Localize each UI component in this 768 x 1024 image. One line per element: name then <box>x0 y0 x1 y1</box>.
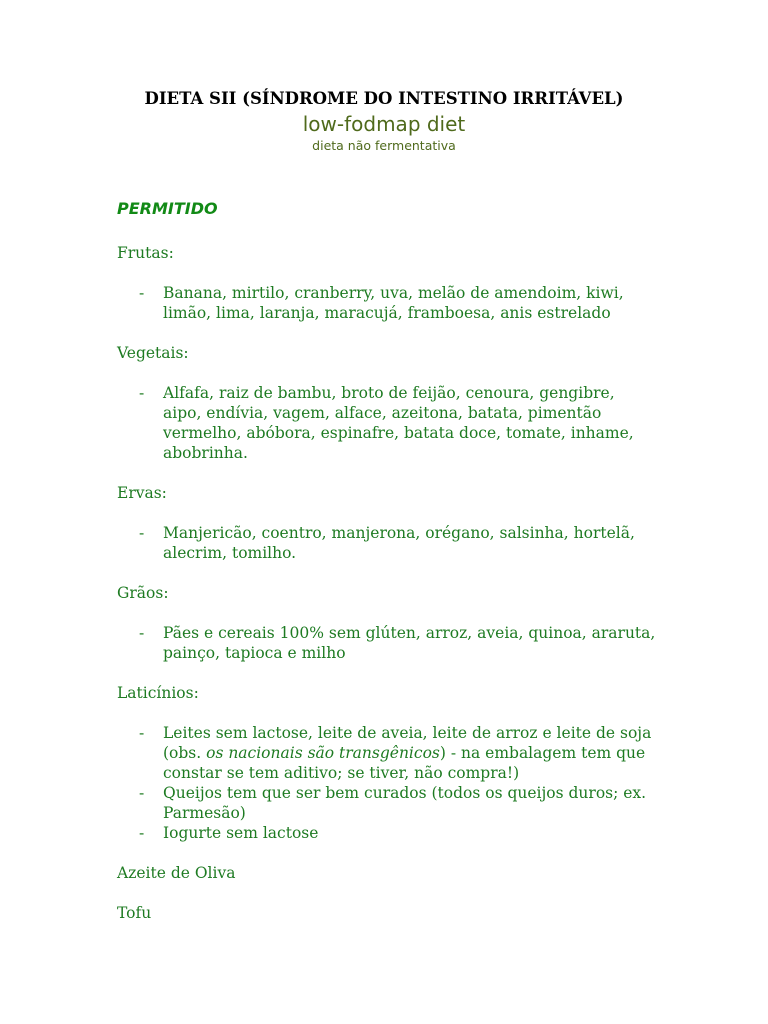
list-item-note-italic: os nacionais são transgênicos <box>206 744 440 762</box>
document-header <box>0 88 768 154</box>
list-item-text: Pães e cereais 100% sem glúten, arroz, aveia, quinoa, araruta, painço, tapioca e milho <box>163 624 656 662</box>
item-list <box>117 723 657 843</box>
item-azeite: Azeite de Oliva <box>117 864 236 882</box>
item-list <box>117 383 657 463</box>
section-frutas <box>117 243 657 323</box>
list-item <box>117 623 657 663</box>
list-item <box>117 823 657 843</box>
list-item-text: Banana, mirtilo, cranberry, uva, melão de amendoim, kiwi, limão, lima, laranja, maracujá, framboesa, anis estrelado <box>163 284 624 322</box>
list-item <box>117 523 657 563</box>
list-dash: - <box>139 524 145 542</box>
section-title: Vegetais: <box>117 344 189 362</box>
permitted-heading: PERMITIDO <box>117 199 218 218</box>
list-item <box>117 383 657 463</box>
list-item-text <box>163 724 651 782</box>
list-item <box>117 283 657 323</box>
list-dash: - <box>139 384 145 402</box>
list-item <box>117 783 657 823</box>
document-caption: dieta não fermentativa <box>312 138 456 153</box>
list-item-text-before: Leites sem lactose, leite de aveia, leite de arroz e leite de soja (obs. <box>163 724 652 762</box>
list-item <box>117 723 657 783</box>
section-graos <box>117 583 657 663</box>
item-list <box>117 523 657 563</box>
item-tofu: Tofu <box>117 904 152 922</box>
list-dash: - <box>139 284 145 302</box>
list-item-text: Iogurte sem lactose <box>163 824 319 842</box>
list-dash: - <box>139 724 145 742</box>
section-title: Laticínios: <box>117 684 199 702</box>
list-item-text: Alfafa, raiz de bambu, broto de feijão, cenoura, gengibre, aipo, endívia, vagem, alface, azeitona, batata, pimentão vermelho, abóbora, espinafre, batata doce, tomate, inhame, abobrinha. <box>163 384 634 462</box>
list-item-text: Manjericão, coentro, manjerona, orégano, salsinha, hortelã, alecrim, tomilho. <box>163 524 635 562</box>
section-laticinios <box>117 683 657 843</box>
section-title: Grãos: <box>117 584 169 602</box>
item-list <box>117 283 657 323</box>
document-title: DIETA SII (SÍNDROME DO INTESTINO IRRITÁVEL) <box>144 89 624 108</box>
section-title: Frutas: <box>117 244 174 262</box>
list-dash: - <box>139 824 145 842</box>
list-item-text-after: ) - na embalagem tem que constar se tem aditivo; se tiver, não compra!) <box>163 744 646 782</box>
section-title: Ervas: <box>117 484 167 502</box>
section-vegetais <box>117 343 657 463</box>
document-subtitle: low-fodmap diet <box>302 112 466 136</box>
list-dash: - <box>139 784 145 802</box>
list-dash: - <box>139 624 145 642</box>
list-item-text: Queijos tem que ser bem curados (todos os queijos duros; ex. Parmesão) <box>163 784 647 822</box>
section-ervas <box>117 483 657 563</box>
item-list <box>117 623 657 663</box>
document-body <box>117 197 657 943</box>
